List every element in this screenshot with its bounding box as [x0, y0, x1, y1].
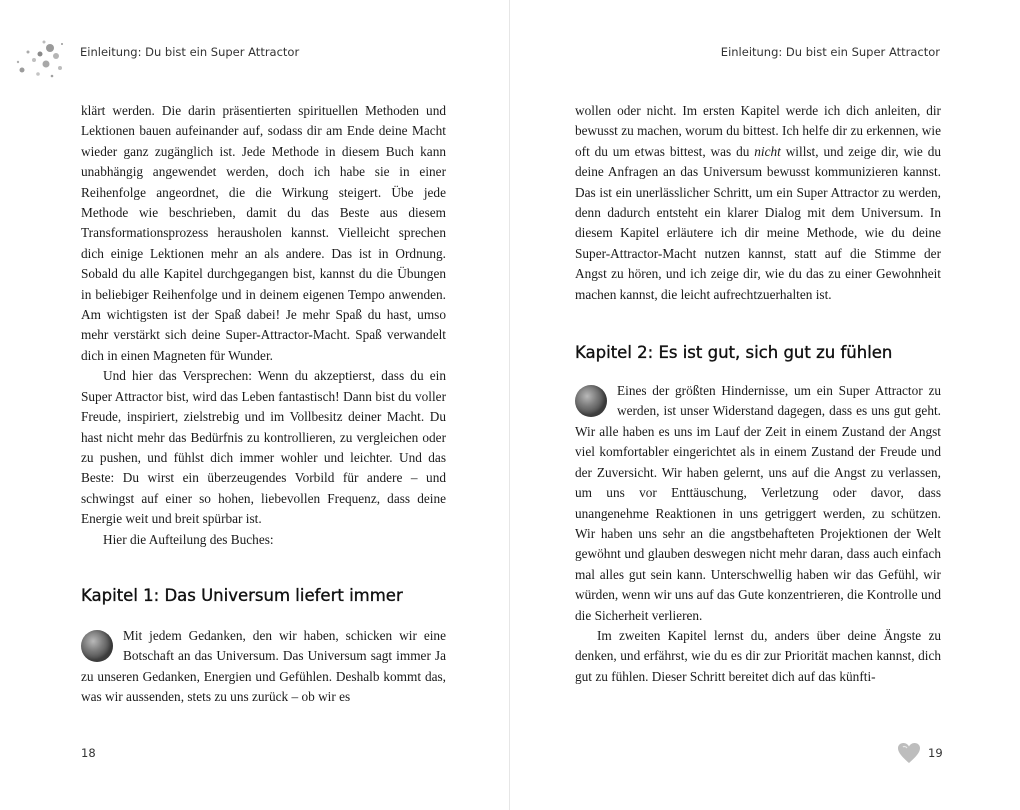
left-page-body: [81, 101, 446, 708]
paragraph: Hier die Aufteilung des Buches:: [103, 531, 274, 547]
moon-orb-icon: [575, 385, 607, 417]
right-page-body: [575, 101, 941, 687]
paragraph: klärt werden. Die darin präsentierten spirituellen Methoden und Lektionen bauen aufeinander auf, sodass dir am Ende deine Macht wieder ganz zugänglich ist. Jede Methode in diesem Buch kann unabhängig angewendet werden, doch ich habe sie in einer Reihenfolge angeordnet, die die Wirkung steigert. Übe jede Methode wie beschrieben, damit du das Beste aus diesem Transformationsprozess herausholen kannst. Vielleicht sprechen dich einige Lektionen mehr an als andere. Das ist in Ordnung. Sobald du alle Kapitel durchgegangen bist, kannst du die Übungen in beliebiger Reihenfolge und in deinem eigenen Tempo anwenden. Am wichtigsten ist der Spaß dabei! Je mehr Spaß du hast, umso mehr verstärkt sich deine Super-Attractor-Macht. Spaß verwandelt dich in einen Magneten für Wunder.: [81, 103, 446, 363]
paragraph: wollen oder nicht. Im ersten Kapitel werde ich dich anleiten, dir bewusst zu machen, worum du bittest. Ich helfe dir zu erkennen, wie oft du um etwas bittest, was du nicht willst, und zeige dir, wie du deine Anfragen an das Universum bewusst kommunizieren kannst. Das ist ein unerlässlicher Schritt, um ein Super Attractor zu werden, denn dadurch entsteht ein klarer Dialog mit dem Universum. In diesem Kapitel erläutere ich dir meine Methode, wie du deine Super-Attractor-Macht nutzen kannst, statt auf die Stimme der Angst zu hören, und ich zeige dir, wie du das zu einer Gewohnheit machen kannst, die leicht aufrechtzuerhalten ist.: [575, 103, 941, 302]
paragraph: Eines der größten Hindernisse, um ein Super Attractor zu werden, ist unser Widerstand dagegen, dass es uns gut geht. Wir alle haben es uns im Lauf der Zeit in einem Zustand der Angst viel komfortabler eingerichtet als in einem Zustand der Freude und der Zuversicht. Wir haben gelernt, uns auf die Angst zu verlassen, um uns vor Enttäuschung, Verletzung oder davor, dass unangenehme Reaktionen in uns getriggert werden, zu schützen. Wir haben uns sehr an die angstbehafteten Projektionen der Welt gewöhnt und glauben deswegen nicht mehr daran, dass auch einfach mal alles gut sein kann. Unterschwellig haben wir das Gefühl, wir würden, wenn wir uns auf das Gute konzentrieren, die Kontrolle und die Sicherheit verlieren.: [575, 383, 941, 623]
chapter-intro: [575, 381, 941, 626]
chapter-heading: Kapitel 2: Es ist gut, sich gut zu fühlen: [575, 343, 893, 363]
paragraph: Mit jedem Gedanken, den wir haben, schicken wir eine Botschaft an das Universum. Das Universum sagt immer Ja zu unseren Gedanken, Energien und Gefühlen. Deshalb kommt das, was wir aussenden, stets zu uns zurück – ob wir es: [81, 627, 446, 705]
paragraph: Im zweiten Kapitel lernst du, anders über deine Ängste zu denken, und erfährst, wie du es dir zur Priorität machen kannst, dich gut zu fühlen. Dieser Schritt bereitet dich auf das künfti-: [575, 627, 941, 684]
right-page: [510, 0, 1020, 810]
paragraph: Und hier das Versprechen: Wenn du akzeptierst, dass du ein Super Attractor bist, wird das Leben fantastisch! Dann bist du voller Freude, inspiriert, zielstrebig und im Vollbesitz deiner Macht. Du hast nicht mehr das Bedürfnis zu kontrollieren, zu vergleichen oder zu pushen, und fühlst dich immer wohler und leichter. Und das Beste: Du wirst ein überzeugendes Vorbild für andere – und schwingst auf einer so hohen, liebevollen Frequenz, dass deine Energie weit und breit spürbar ist.: [81, 368, 446, 527]
page-number: 18: [81, 746, 96, 760]
moon-orb-icon: [81, 630, 113, 662]
chapter-intro: [81, 626, 446, 708]
running-head: Einleitung: Du bist ein Super Attractor: [720, 45, 940, 59]
page-number: 19: [928, 746, 943, 760]
heart-icon: [897, 742, 921, 764]
chapter-heading: Kapitel 1: Das Universum liefert immer: [81, 585, 403, 605]
running-head: Einleitung: Du bist ein Super Attractor: [80, 45, 300, 59]
emphasis: nicht: [754, 143, 781, 159]
ink-splatter-icon: [10, 30, 70, 90]
